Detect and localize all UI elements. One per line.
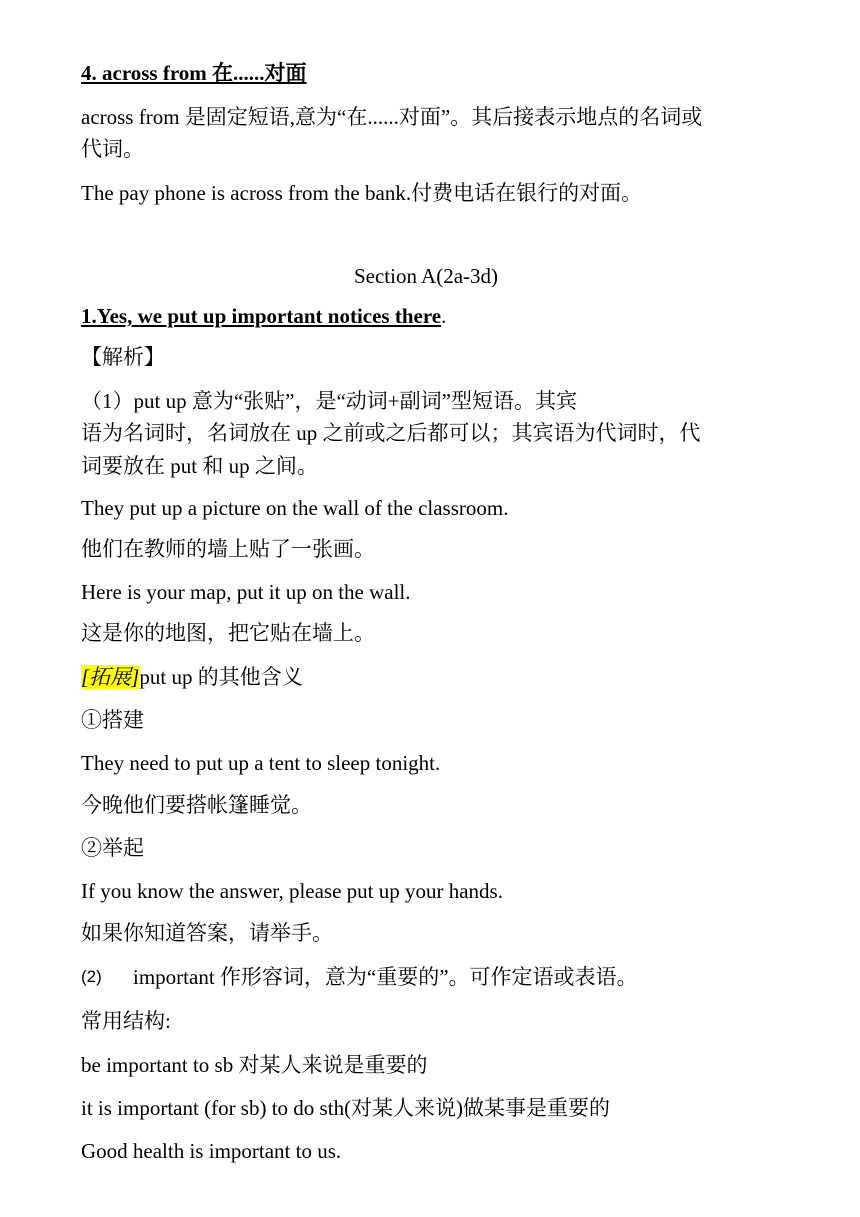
list-number: (2) [81, 967, 102, 986]
heading-put-up-line [81, 301, 446, 331]
heading-across-from: 4. across from 在......对面 [81, 61, 307, 85]
example-translation: 这是你的地图，把它贴在墙上。 [81, 621, 375, 645]
extend-line [81, 662, 303, 692]
example-sentence: If you know the answer, please put up your hands. [81, 879, 503, 903]
paragraph-line: 代词。 [81, 137, 144, 161]
meaning-item: ②举起 [81, 836, 144, 860]
structure-item: be important to sb 对某人来说是重要的 [81, 1053, 428, 1077]
list-item-text: important 作形容词，意为“重要的”。可作定语或表语。 [133, 965, 638, 989]
example-sentence: Good health is important to us. [81, 1139, 342, 1163]
example-sentence: They put up a picture on the wall of the classroom. [81, 496, 509, 520]
paragraph-line: （1）put up 意为“张贴”，是“动词+副词”型短语。其宾 [81, 389, 577, 413]
heading-period: . [441, 304, 447, 328]
paragraph-line: 语为名词时，名词放在 up 之前或之后都可以；其宾语为代词时，代 [81, 421, 701, 445]
meaning-item: ①搭建 [81, 708, 144, 732]
section-title: Section A(2a-3d) [353, 264, 499, 288]
example-translation: 他们在教师的墙上贴了一张画。 [81, 537, 375, 561]
analysis-label: 【解析】 [81, 345, 165, 369]
example-sentence: They need to put up a tent to sleep tonight. [81, 751, 441, 775]
extend-tag: [拓展] [81, 665, 140, 689]
example-sentence: The pay phone is across from the bank.付费电话在银行的对面。 [81, 181, 643, 205]
example-translation: 今晚他们要搭帐篷睡觉。 [81, 793, 312, 817]
example-translation: 如果你知道答案，请举手。 [81, 921, 333, 945]
extend-text: put up 的其他含义 [139, 665, 303, 689]
example-sentence: Here is your map, put it up on the wall. [81, 580, 411, 604]
heading-put-up: 1.Yes, we put up important notices there [81, 304, 442, 328]
paragraph-line: 词要放在 put 和 up 之间。 [81, 454, 318, 478]
paragraph-line: across from 是固定短语,意为“在......对面”。其后接表示地点的名词或 [81, 105, 703, 129]
structure-item: it is important (for sb) to do sth(对某人来说)做某事是重要的 [81, 1096, 611, 1120]
paragraph-line: 常用结构: [81, 1009, 171, 1033]
